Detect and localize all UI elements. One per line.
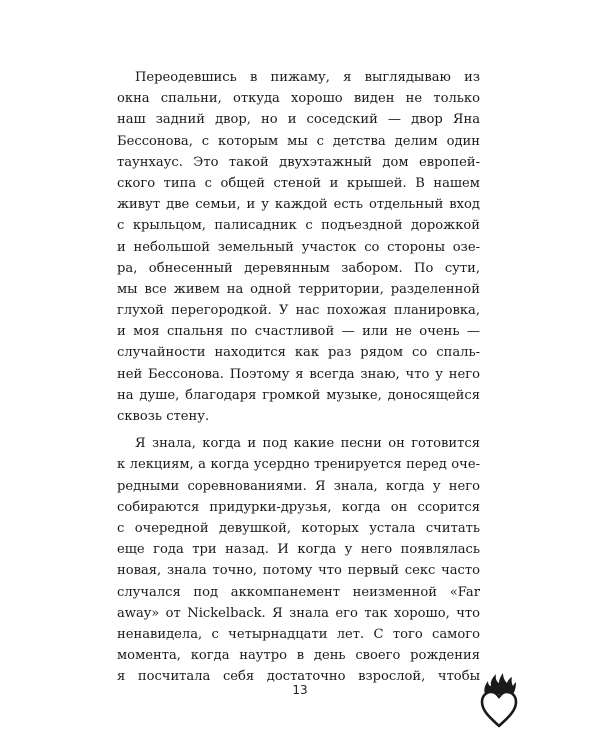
- text-line: Переодевшись в пижаму, я выглядываю из: [135, 70, 480, 85]
- text-line: и небольшой земельный участок со стороны озе-: [117, 239, 480, 255]
- flaming-heart-icon: [479, 670, 519, 730]
- text-line: ней Бессонова. Поэтому я всегда знаю, что у него: [117, 366, 480, 382]
- page-number: 13: [292, 683, 308, 697]
- text-line: ненавидела, с четырнадцати лет. С того самого: [117, 626, 480, 642]
- body-text: [117, 67, 480, 687]
- paragraph-1: [117, 67, 480, 427]
- text-line: к лекциям, а когда усердно тренируется перед оче-: [117, 457, 480, 473]
- text-line: и моя спальня по счастливой — или не очень —: [117, 324, 480, 340]
- text-line: на душе, благодаря громкой музыке, доносящейся: [117, 387, 480, 403]
- text-line: собираются придурки-друзья, когда он ссорится: [117, 499, 480, 515]
- text-line: новая, знала точно, потому что первый секс часто: [117, 563, 480, 579]
- text-line: я посчитала себя достаточно взрослой, чтобы: [117, 669, 480, 685]
- text-line: редными соревнованиями. Я знала, когда у него: [117, 478, 480, 494]
- text-line: глухой перегородкой. У нас похожая планировка,: [117, 303, 480, 319]
- text-line: с очередной девушкой, которых устала считать: [117, 520, 480, 536]
- text-line: живут две семьи, и у каждой есть отдельный вход: [117, 197, 480, 213]
- text-line: момента, когда наутро в день своего рождения: [117, 648, 480, 664]
- text-line: с крыльцом, палисадник с подъездной дорожкой: [117, 218, 480, 234]
- text-line: окна спальни, откуда хорошо виден не только: [117, 91, 480, 107]
- text-line: случайности находится как раз рядом со спаль-: [117, 345, 480, 361]
- text-line: сквозь стену.: [117, 409, 210, 424]
- paragraph-2: [117, 433, 480, 687]
- text-line: мы все живем на одной территории, разделенной: [117, 281, 480, 297]
- text-line: случался под аккомпанемент неизменной «Far: [117, 584, 480, 600]
- text-line: Бессонова, с которым мы с детства делим один: [117, 133, 480, 149]
- text-line: наш задний двор, но и соседский — двор Яна: [117, 112, 480, 128]
- text-line: Я знала, когда и под какие песни он готовится: [135, 436, 480, 452]
- text-line: еще года три назад. И когда у него появлялась: [117, 542, 480, 558]
- text-line: away» от Nickelback. Я знала его так хорошо, что: [117, 605, 480, 621]
- text-line: ского типа с общей стеной и крышей. В нашем: [117, 175, 480, 191]
- text-line: таунхаус. Это такой двухэтажный дом европей-: [117, 154, 480, 170]
- text-line: ра, обнесенный деревянным забором. По сути,: [117, 260, 480, 276]
